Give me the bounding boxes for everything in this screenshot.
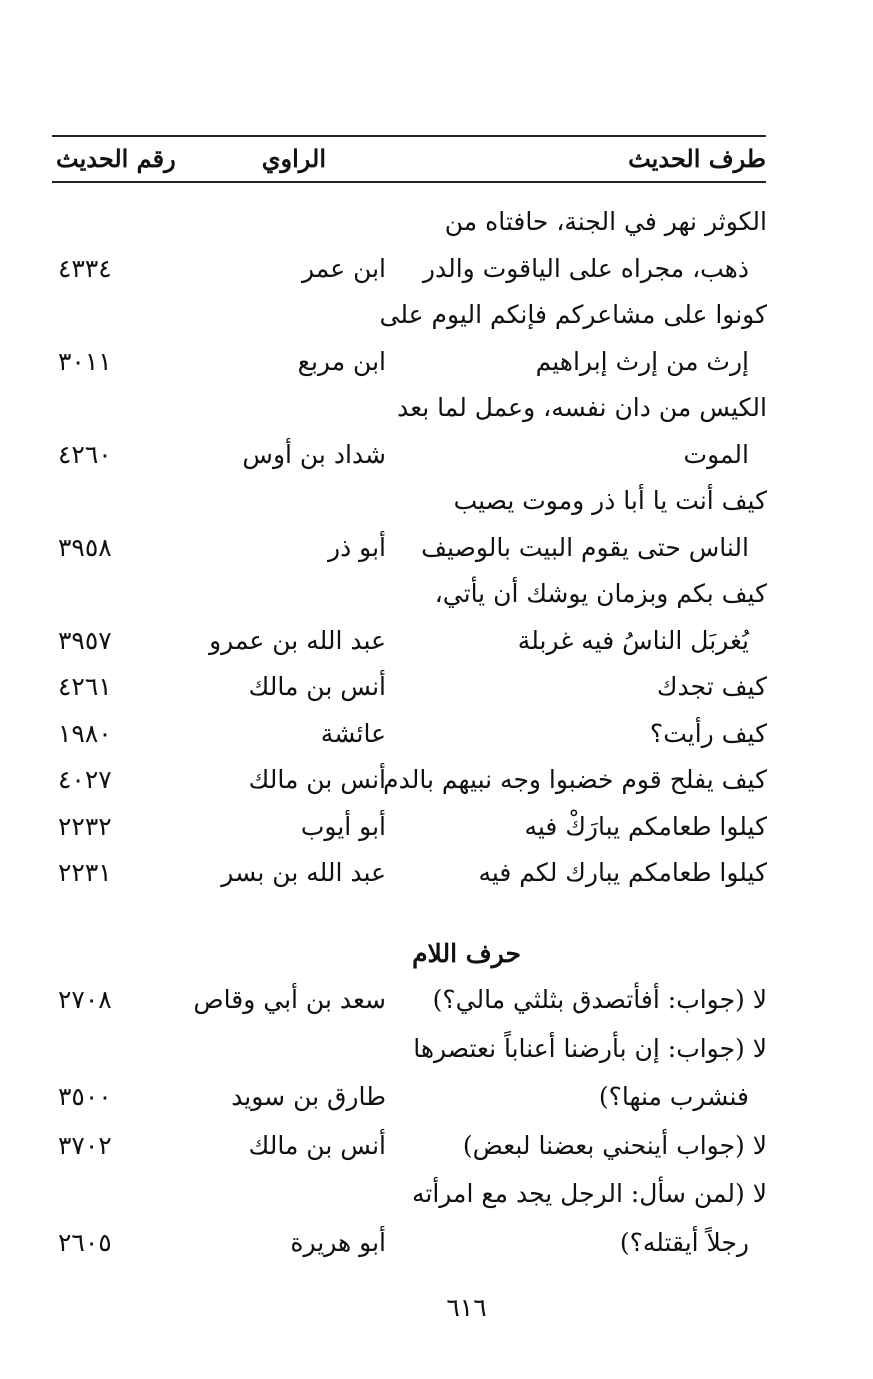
hadith-text: إرث من إرث إبراهيم [535, 346, 749, 376]
entry-line [0, 756, 873, 804]
hadith-number: ٣٠١١ [58, 346, 112, 376]
narrator: أنس بن مالك [248, 765, 386, 794]
header-number-label: رقم الحديث [56, 144, 176, 173]
entry-line [0, 1170, 873, 1218]
entry-line [0, 849, 873, 897]
hadith-text: الموت [683, 439, 749, 469]
hadith-text: لا (جواب: إن بأرضنا أعناباً نعتصرها [413, 1033, 767, 1063]
entry-line [0, 524, 873, 572]
hadith-text: كيلوا طعامكم يبارَكْ فيه [524, 811, 767, 841]
hadith-number: ٢٢٣٢ [58, 811, 112, 841]
header-top-rule [52, 135, 766, 137]
hadith-text: الكوثر نهر في الجنة، حافتاه من [444, 207, 767, 236]
hadith-number: ٢٧٠٨ [58, 985, 112, 1014]
narrator: عبد الله بن بسر [221, 858, 386, 887]
hadith-text: رجلاً أيقتله؟) [619, 1227, 749, 1257]
hadith-text: كيف أنت يا أبا ذر وموت يصيب [453, 486, 767, 515]
hadith-text: كونوا على مشاعركم فإنكم اليوم على [379, 300, 767, 329]
hadith-text: لا (لمن سأل: الرجل يجد مع امرأته [411, 1179, 767, 1208]
hadith-text: كيف رأيت؟ [649, 718, 767, 748]
entry-line [0, 710, 873, 758]
narrator: ابن مربع [297, 346, 386, 376]
hadith-text: فنشرب منها؟) [598, 1082, 749, 1111]
narrator: أبو ذر [328, 532, 386, 562]
section-title: حرف اللام [412, 939, 521, 968]
entry-line [0, 617, 873, 665]
entry-line [0, 477, 873, 525]
hadith-number: ٤٢٦١ [58, 672, 112, 701]
hadith-text: الناس حتى يقوم البيت بالوصيف [421, 532, 749, 562]
hadith-number: ٢٢٣١ [58, 858, 112, 887]
page-number: ٦١٦ [446, 1293, 487, 1322]
hadith-text: كيف تجدك [656, 672, 767, 701]
hadith-text: ذهب، مجراه على الياقوت والدر [422, 253, 749, 283]
entry-line [0, 803, 873, 851]
narrator: شداد بن أوس [242, 439, 386, 469]
narrator: سعد بن أبي وقاص [193, 985, 386, 1014]
header-hadith-label: طرف الحديث [628, 144, 766, 173]
header-bottom-rule [52, 181, 766, 183]
narrator: طارق بن سويد [231, 1082, 386, 1111]
hadith-number: ١٩٨٠ [58, 718, 112, 748]
narrator: أنس بن مالك [248, 1130, 386, 1160]
hadith-number: ٣٩٥٧ [58, 625, 112, 655]
hadith-text: لا (جواب أينحني بعضنا لبعض) [462, 1130, 767, 1160]
entry-line [0, 291, 873, 339]
entry-line [0, 198, 873, 246]
narrator: عبد الله بن عمرو [209, 625, 386, 655]
hadith-number: ٤٠٢٧ [58, 765, 112, 794]
hadith-number: ٣٩٥٨ [58, 532, 112, 562]
entry-line [0, 1073, 873, 1121]
hadith-number: ٣٥٠٠ [58, 1082, 112, 1111]
narrator: أبو أيوب [300, 811, 386, 841]
hadith-text: لا (جواب: أفأتصدق بثلثي مالي؟) [432, 985, 767, 1014]
entry-line [0, 570, 873, 618]
hadith-text: كيف بكم وبزمان يوشك أن يأتي، [434, 579, 767, 608]
entry-line [0, 976, 873, 1024]
entry-line [0, 1025, 873, 1073]
hadith-number: ٤٣٣٤ [58, 253, 112, 283]
entry-line [0, 1122, 873, 1170]
hadith-number: ٣٧٠٢ [58, 1130, 112, 1160]
header-narrator-label: الراوي [261, 144, 326, 173]
hadith-number: ٢٦٠٥ [58, 1227, 112, 1257]
entry-line [0, 1219, 873, 1267]
table-header [52, 138, 766, 180]
entry-line [0, 245, 873, 293]
entry-line [0, 384, 873, 432]
hadith-text: يُغربَل الناسُ فيه غربلة [517, 625, 749, 655]
hadith-text: كيف يفلح قوم خضبوا وجه نبيهم بالدم [383, 765, 767, 794]
narrator: ابن عمر [301, 253, 386, 283]
narrator: أبو هريرة [290, 1227, 386, 1257]
hadith-text: الكيس من دان نفسه، وعمل لما بعد [397, 393, 767, 422]
hadith-number: ٤٢٦٠ [58, 439, 112, 469]
narrator: أنس بن مالك [248, 672, 386, 701]
entry-line [0, 663, 873, 711]
hadith-text: كيلوا طعامكم يبارك لكم فيه [478, 858, 767, 887]
entry-line [0, 338, 873, 386]
entry-line [0, 431, 873, 479]
narrator: عائشة [320, 718, 386, 748]
